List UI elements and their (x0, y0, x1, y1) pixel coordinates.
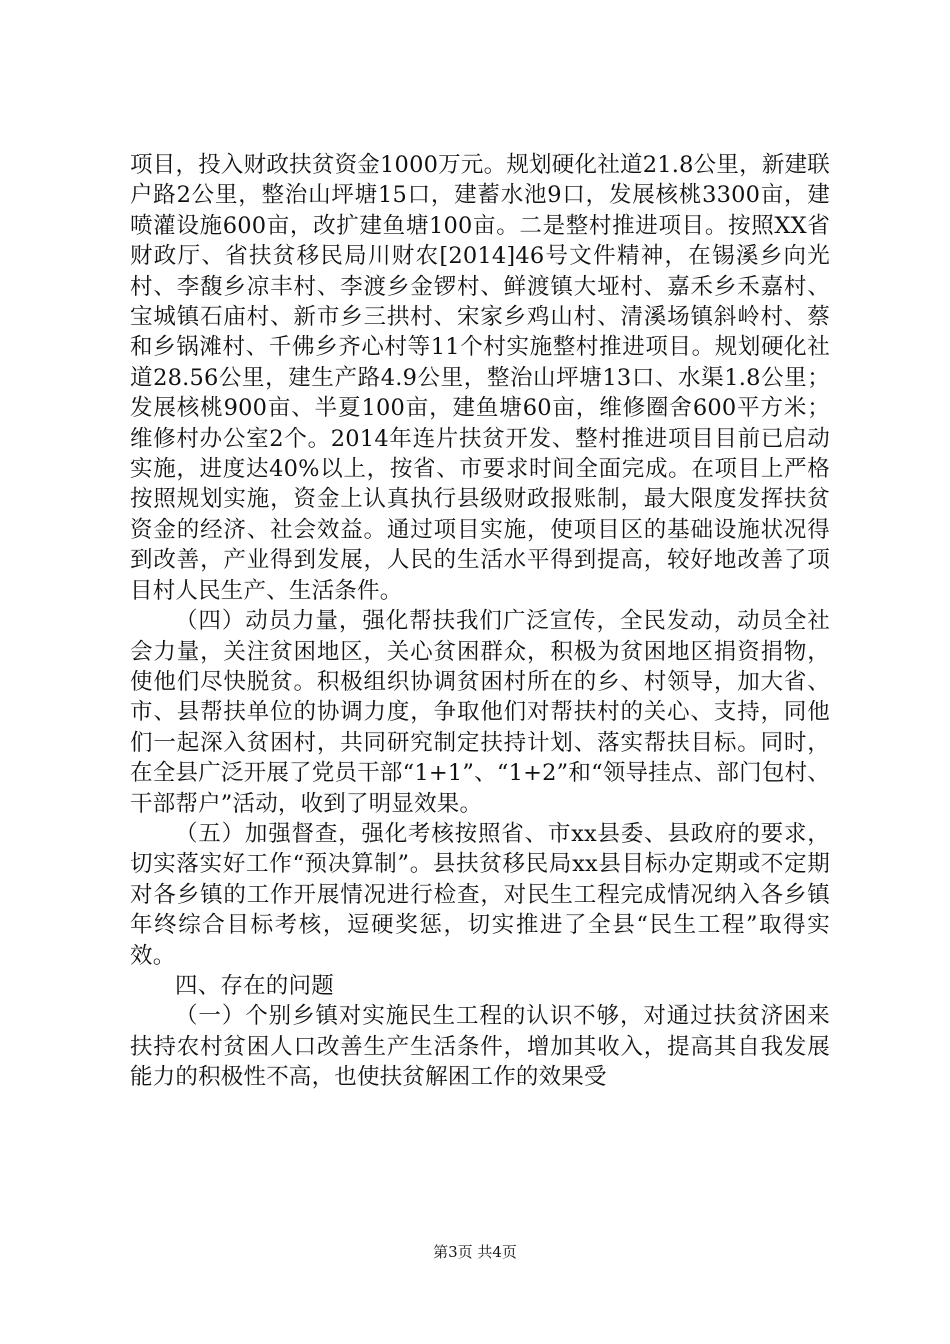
page-footer: 第3页 共4页 (433, 1243, 517, 1261)
paragraph-problem-one: （一）个别乡镇对实施民生工程的认识不够，对通过扶贫济困来扶持农村贫困人口改善生产生活条件，增加其收入，提高其自我发展能力的积极性不高，也使扶贫解困工作的效果受 (130, 1003, 830, 1091)
paragraph-project-funding: 项目，投入财政扶贫资金1000万元。规划硬化社道21.8公里，新建联户路2公里，整治山坪塘15口，建蓄水池9口，发展核桃3300亩，建喷灌设施600亩，改扩建鱼塘100亩。二是整村推进项目。按照XX省财政厅、省扶贫移民局川财农[2014]46号文件精神，在锡溪乡向光村、李馥乡凉丰村、李渡乡金锣村、鲜渡镇大垭村、嘉禾乡禾嘉村、宝城镇石庙村、新市乡三拱村、宋家乡鸡山村、清溪场镇斜岭村、蔡和乡锅滩村、千佛乡齐心村等11个村实施整村推进项目。规划硬化社道28.56公里，建生产路4.9公里，整治山坪塘13口、水渠1.8公里；发展核桃900亩、半夏100亩，建鱼塘60亩，维修圈舍600平方米；维修村办公室2个。2014年连片扶贫开发、整村推进项目目前已启动实施，进度达40%以上，按省、市要求时间全面完成。在项目上严格按照规划实施，资金上认真执行县级财政报账制，最大限度发挥扶贫资金的经济、社会效益。通过项目实施，使项目区的基础设施状况得到改善，产业得到发展，人民的生活水平得到提高，较好地改善了项目村人民生产、生活条件。 (130, 152, 830, 604)
section-heading-problems: 四、存在的问题 (175, 972, 334, 999)
paragraph-supervision: （五）加强督查，强化考核按照省、市xx县委、县政府的要求，切实落实好工作“预决算制”。县扶贫移民局xx县目标办定期或不定期对各乡镇的工作开展情况进行检查，对民生工程完成情况纳入各乡镇年终综合目标考核，逗硬奖惩，切实推进了全县“民生工程”取得实效。 (130, 820, 830, 969)
document-body (130, 150, 830, 1093)
paragraph-mobilize-forces: （四）动员力量，强化帮扶我们广泛宣传，全民发动，动员全社会力量，关注贫困地区，关心贫困群众，积极为贫困地区捐资捐物，使他们尽快脱贫。积极组织协调贫困村所在的乡、村领导，加大省、市、县帮扶单位的协调力度，争取他们对帮扶村的关心、支持，同他们一起深入贫困村，共同研究制定扶持计划、落实帮扶目标。同时，在全县广泛开展了党员干部“1+1”、“1+2”和“领导挂点、部门包村、干部帮户”活动，收到了明显效果。 (130, 608, 830, 817)
